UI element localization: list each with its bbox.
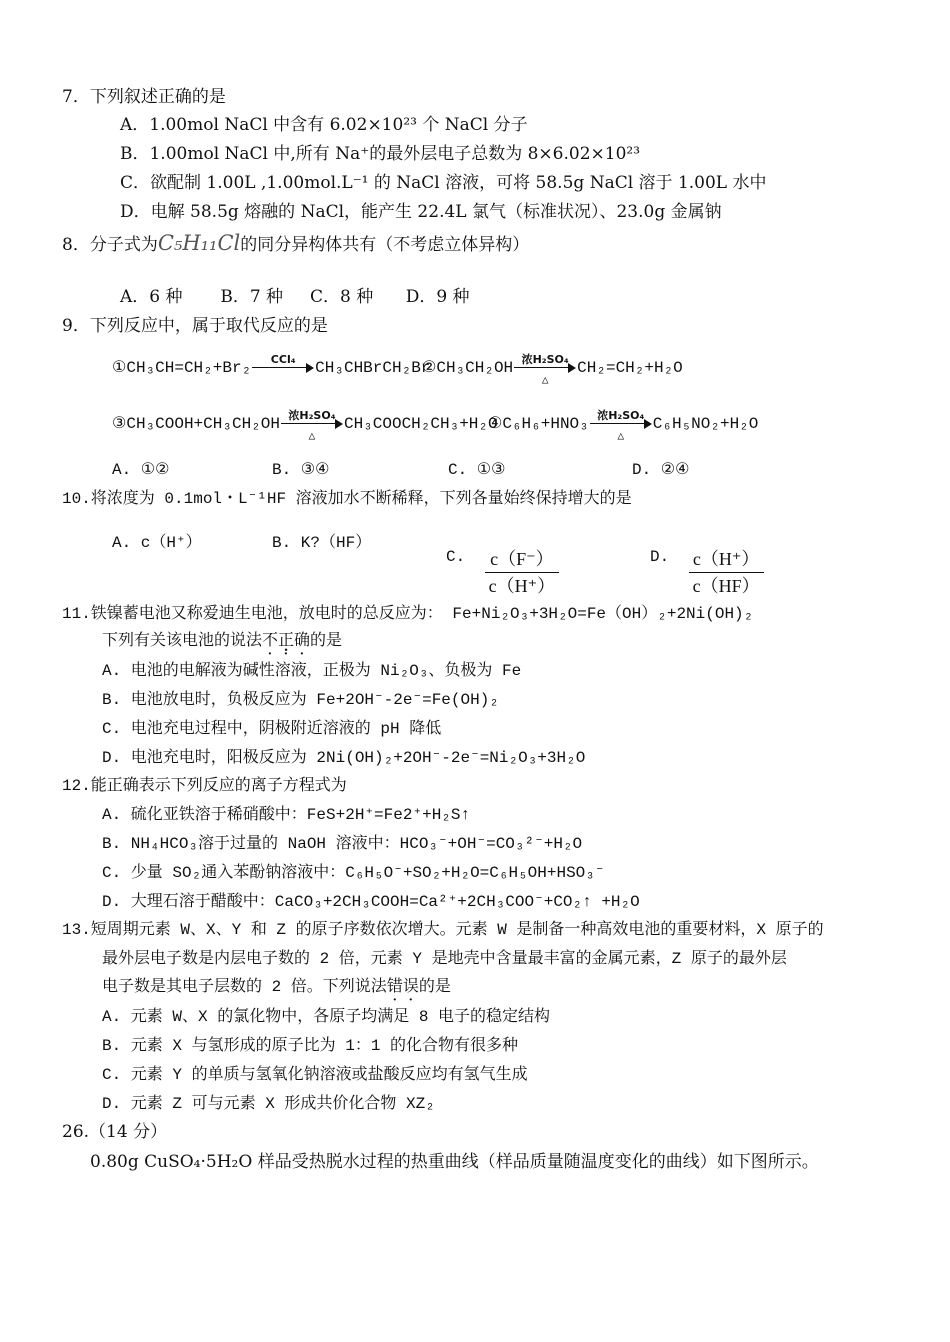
q9-r3-products: CH₃COOCH₂CH₃+H₂O [343, 415, 498, 433]
q9-reaction-1 [112, 352, 431, 379]
q9-r1-products: CH₃CHBrCH₂Br [315, 359, 431, 377]
reaction-arrow-icon [514, 352, 576, 387]
q10-stem: 10.将浓度为 0.1mol・L⁻¹HF 溶液加水不断稀释，下列各量始终保持增大的是 [62, 490, 632, 508]
q9-option-d: D. ②④ [632, 461, 690, 479]
q11-option-d: D. 电池充电时，阳极反应为 2Ni(OH)₂+2OH⁻-2e⁻=Ni₂O₃+3H₂O [102, 749, 586, 767]
q7-option-a: A．1.00mol NaCl 中含有 6.02×10²³ 个 NaCl 分子 [120, 115, 528, 135]
q9-reaction-2 [422, 352, 683, 387]
q12-option-d: D. 大理石溶于醋酸中：CaCO₃+2CH₃COOH=Ca²⁺+2CH₃COO⁻+CO₂↑ +H₂O [102, 893, 640, 911]
q9-option-b: B. ③④ [272, 461, 330, 479]
q9-r1-reactants: ①CH₃CH=CH₂+Br₂ [112, 359, 252, 377]
q10-option-c-label: C. [446, 548, 466, 566]
q9-r4-reactants: ④C₆H₆+HNO₃ [488, 415, 589, 433]
q13-stem-line1: 13.短周期元素 W、X、Y 和 Z 的原子序数依次增大。元素 W 是制备一种高效电池的重要材料，X 原子的 [62, 921, 824, 939]
q13-option-b: B. 元素 X 与氢形成的原子比为 1：1 的化合物有很多种 [102, 1037, 519, 1055]
q10-option-d-fraction [689, 548, 764, 597]
q13-line3-end: 的是 [418, 978, 451, 996]
q8-stem [62, 232, 529, 256]
q9-option-a: A. ①② [112, 461, 170, 479]
q10-option-d [650, 532, 764, 596]
q7-stem: 7．下列叙述正确的是 [62, 87, 226, 107]
q9-stem: 9．下列反应中，属于取代反应的是 [62, 316, 328, 336]
q12-option-a: A. 硫化亚铁溶于稀硝酸中：FeS+2H⁺=Fe2⁺+H₂S↑ [102, 806, 471, 824]
q13-line3-text: 电子数是其电子层数的 2 倍。下列说法 [102, 978, 387, 996]
q10-option-d-label: D. [650, 548, 670, 566]
q9-r2-condition: 浓H₂SO₄ [521, 352, 569, 366]
q9-r4-condition: 浓H₂SO₄ [597, 408, 645, 422]
q7-option-d: D．电解 58.5g 熔融的 NaCl，能产生 22.4L 氯气（标准状况）、23.0g 金属钠 [120, 202, 722, 222]
q8-options: A．6 种 B．7 种 C．8 种 D．9 种 [120, 287, 470, 307]
q13-emphasis: 错误 [386, 978, 419, 996]
q11-emphasis: 不正确 [262, 632, 311, 650]
q10-option-c [446, 532, 559, 596]
q11-line2-end: 的是 [310, 632, 343, 650]
q12-stem: 12.能正确表示下列反应的离子方程式为 [62, 777, 347, 795]
heat-symbol: △ [541, 374, 549, 387]
q10-option-c-fraction [485, 548, 560, 597]
q26-text: 0.80g CuSO₄·5H₂O 样品受热脱水过程的热重曲线（样品质量随温度变化的曲线）如下图所示。 [90, 1152, 819, 1172]
q9-r2-products: CH₂=CH₂+H₂O [577, 359, 683, 377]
q9-reaction-4 [488, 408, 759, 443]
q13-option-d: D. 元素 Z 可与元素 X 形成共价化合物 XZ₂ [102, 1095, 435, 1113]
reaction-arrow-icon [590, 408, 652, 443]
q11-stem-line2 [102, 630, 342, 659]
q10-option-b: B. K?（HF） [272, 534, 372, 552]
q8-formula: C₅H₁₁Cl [157, 231, 241, 255]
q9-r2-reactants: ②CH₃CH₂OH [422, 359, 514, 377]
q12-option-c: C. 少量 SO₂通入苯酚钠溶液中：C₆H₅O⁻+SO₂+H₂O=C₆H₅OH+HSO₃⁻ [102, 864, 605, 882]
q13-option-c: C. 元素 Y 的单质与氢氧化钠溶液或盐酸反应均有氢气生成 [102, 1066, 528, 1084]
q11-option-c: C. 电池充电过程中，阴极附近溶液的 pH 降低 [102, 720, 442, 738]
q10-option-a: A. c（H⁺） [112, 534, 202, 552]
q11-stem: 11.铁镍蓄电池又称爱迪生电池，放电时的总反应为： Fe+Ni₂O₃+3H₂O=Fe（OH）₂+2Ni(OH)₂ [62, 605, 754, 623]
q9-reaction-3 [112, 408, 498, 443]
q13-stem-line3 [102, 976, 451, 1005]
q12-option-b: B. NH₄HCO₃溶于过量的 NaOH 溶液中：HCO₃⁻+OH⁻=CO₃²⁻+H₂O [102, 835, 583, 853]
heat-symbol: △ [617, 430, 625, 443]
q11-option-a: A. 电池的电解液为碱性溶液，正极为 Ni₂O₃、负极为 Fe [102, 662, 522, 680]
q9-r3-reactants: ③CH₃COOH+CH₃CH₂OH [112, 415, 280, 433]
q8-prefix: 8．分子式为 [62, 235, 158, 255]
q9-option-c: C. ①③ [448, 461, 506, 479]
q9-r3-condition: 浓H₂SO₄ [288, 408, 336, 422]
fraction-denominator: c（H⁺） [488, 576, 556, 596]
reaction-arrow-icon [252, 352, 314, 378]
q26-stem: 26.（14 分） [62, 1122, 168, 1142]
q11-line2-text: 下列有关该电池的说法 [102, 632, 263, 650]
q9-r4-products: C₆H₅NO₂+H₂O [652, 415, 759, 433]
q13-stem-line2: 最外层电子数是内层电子数的 2 倍，元素 Y 是地壳中含量最丰富的金属元素，Z 原子的最外层 [102, 950, 787, 968]
q8-suffix: 的同分异构体共有（不考虑立体异构） [240, 235, 530, 255]
q7-option-c: C．欲配制 1.00L ,1.00mol.L⁻¹ 的 NaCl 溶液，可将 58.5g NaCl 溶于 1.00L 水中 [120, 173, 767, 193]
fraction-denominator: c（HF） [692, 576, 760, 596]
fraction-numerator: c（F⁻） [485, 548, 560, 573]
heat-symbol: △ [308, 430, 316, 443]
fraction-numerator: c（H⁺） [689, 548, 764, 573]
q11-option-b: B. 电池放电时，负极反应为 Fe+2OH⁻-2e⁻=Fe(OH)₂ [102, 691, 499, 709]
q9-r1-condition: CCl₄ [270, 352, 296, 366]
q13-option-a: A. 元素 W、X 的氯化物中，各原子均满足 8 电子的稳定结构 [102, 1008, 551, 1026]
q7-option-b: B．1.00mol NaCl 中,所有 Na⁺的最外层电子总数为 8×6.02×10²³ [120, 144, 641, 164]
reaction-arrow-icon [281, 408, 343, 443]
